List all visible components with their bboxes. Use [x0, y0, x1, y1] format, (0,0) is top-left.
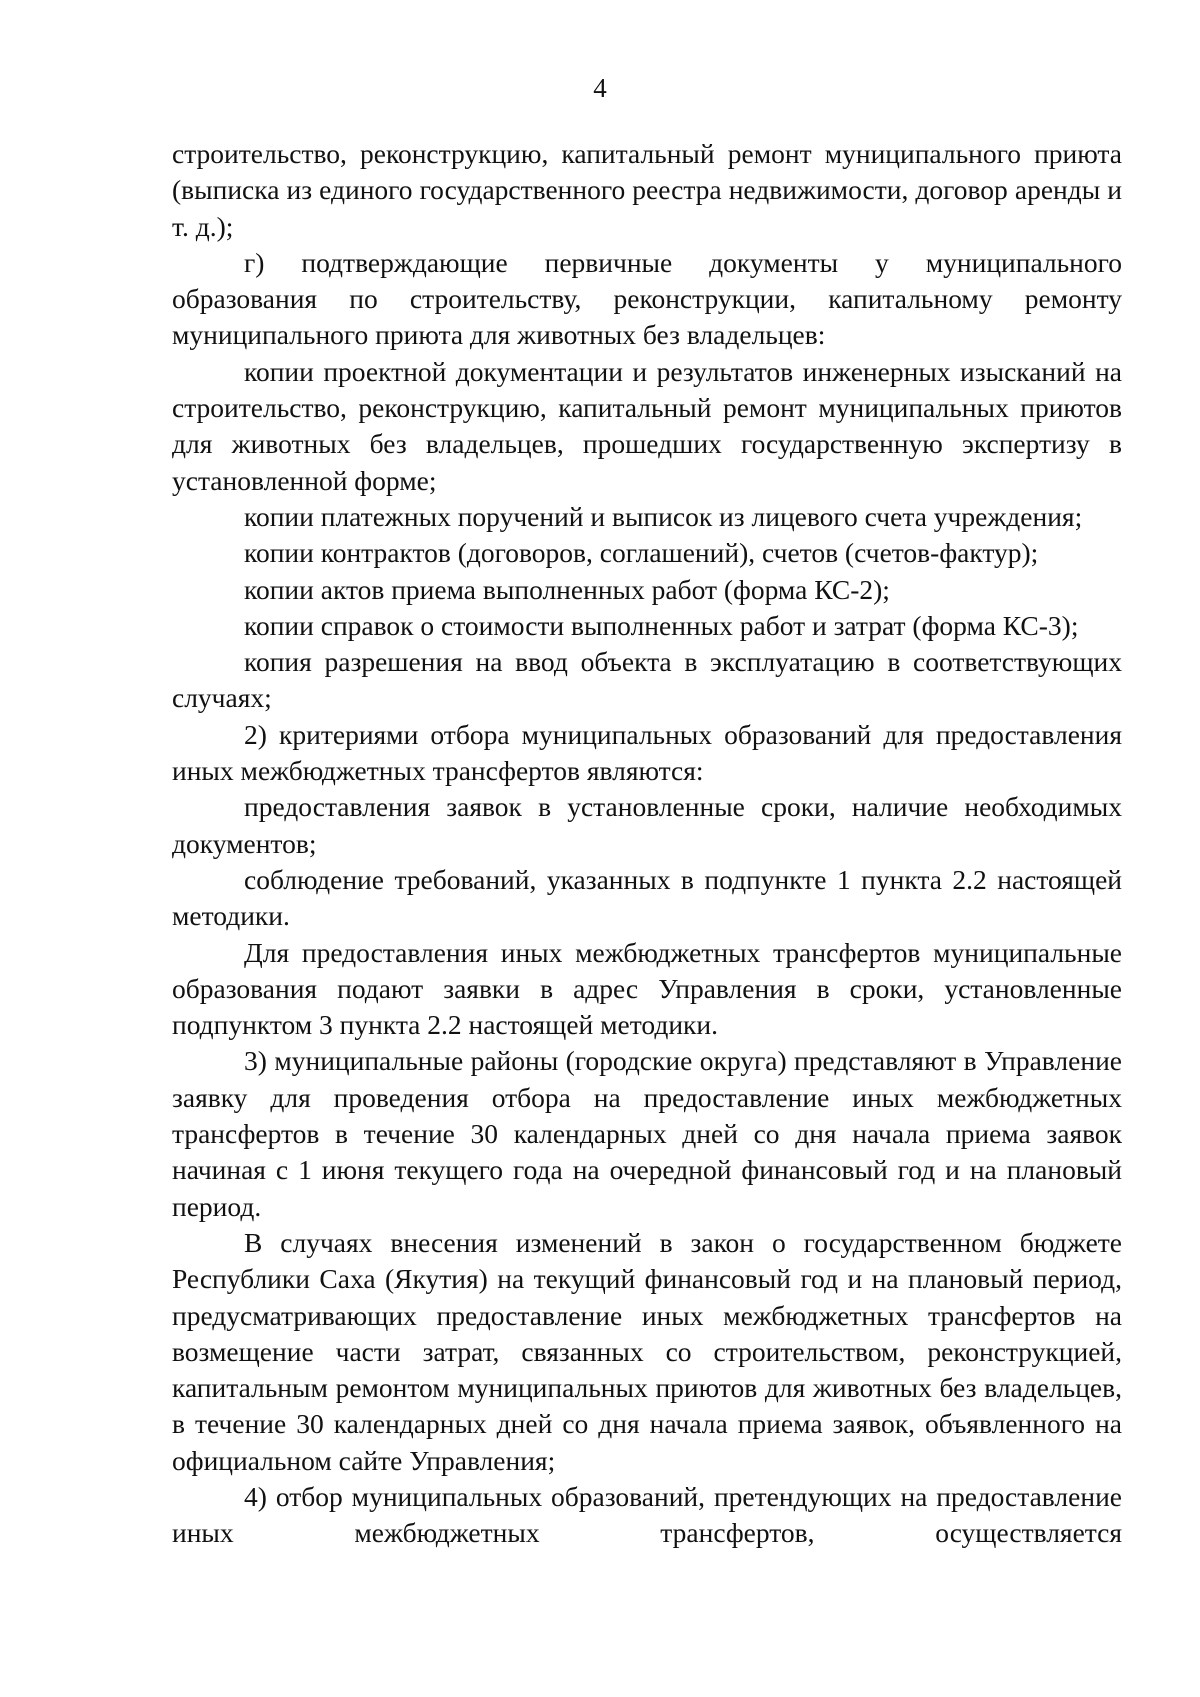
paragraph-3: копии проектной документации и результатов инженерных изысканий на строительство, реконструкцию, капитальный ремонт муниципальных приютов для животных без владельцев, прошедших государственную экспертизу в установленной форме;: [172, 355, 1122, 496]
paragraph-14: В случаях внесения изменений в закон о государственном бюджете Республики Саха (Якутия) на текущий финансовый год и на плановый период, предусматривающих предоставление иных межбюджетных трансфертов на возмещение части затрат, связанных со строительством, реконструкцией, капитальным ремонтом муниципальных приютов для животных без владельцев, в течение 30 календарных дней со дня начала приема заявок, объявленного на официальном сайте Управления;: [172, 1226, 1122, 1476]
paragraph-5: копии контрактов (договоров, соглашений), счетов (счетов-фактур);: [244, 537, 1039, 569]
paragraph-2: г) подтверждающие первичные документы у муниципального образования по строительству, реконструкции, капитальному ремонту муниципального приюта для животных без владельцев:: [172, 246, 1122, 351]
page-number: 4: [593, 73, 607, 103]
document-body: [172, 136, 1122, 1552]
paragraph-10: предоставления заявок в установленные сроки, наличие необходимых документов;: [172, 791, 1122, 859]
paragraph-11: соблюдение требований, указанных в подпункте 1 пункта 2.2 настоящей методики.: [172, 863, 1122, 932]
paragraph-6: копии актов приема выполненных работ (форма КС-2);: [244, 573, 890, 605]
paragraph-15: 4) отбор муниципальных образований, претендующих на предоставление иных межбюджетных трансфертов, осуществляется: [172, 1480, 1122, 1549]
paragraph-1: строительство, реконструкцию, капитальный ремонт муниципального приюта (выписка из единого государственного реестра недвижимости, договор аренды и т. д.);: [172, 138, 1122, 242]
paragraph-8: копия разрешения на ввод объекта в эксплуатацию в соответствующих случаях;: [172, 646, 1122, 714]
paragraph-7: копии справок о стоимости выполненных работ и затрат (форма КС-3);: [244, 609, 1079, 641]
paragraph-12: Для предоставления иных межбюджетных трансфертов муниципальные образования подают заявки в адрес Управления в сроки, установленные подпунктом 3 пункта 2.2 настоящей методики.: [172, 936, 1122, 1041]
paragraph-13: 3) муниципальные районы (городские округа) представляют в Управление заявку для проведения отбора на предоставление иных межбюджетных трансфертов в течение 30 календарных дней со дня начала приема заявок начиная с 1 июня текущего года на очередной финансовый год и на плановый период.: [172, 1045, 1122, 1222]
paragraph-4: копии платежных поручений и выписок из лицевого счета учреждения;: [244, 500, 1083, 532]
paragraph-9: 2) критериями отбора муниципальных образований для предоставления иных межбюджетных трансфертов являются:: [172, 718, 1122, 787]
